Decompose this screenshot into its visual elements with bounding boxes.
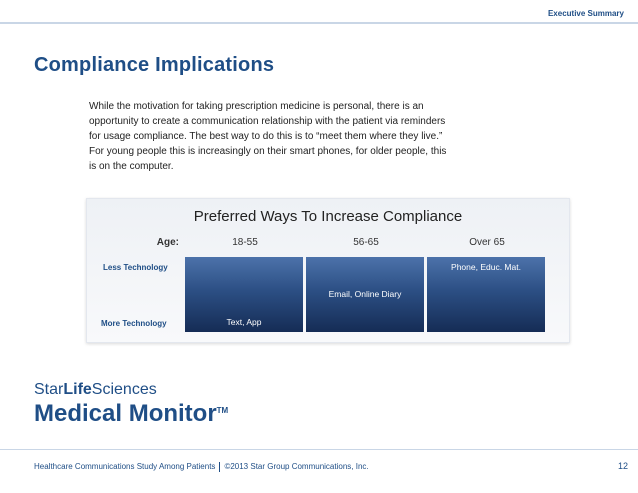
body-line: While the motivation for taking prescription medicine is personal, there is an (89, 101, 424, 112)
bar-over-65 (427, 257, 545, 332)
footer-separator (219, 462, 220, 472)
trademark-mark: TM (216, 406, 229, 415)
body-line: opportunity to create a communication relationship with the patient via reminders (89, 116, 446, 127)
brand-logo-medical-monitor (34, 400, 228, 428)
body-line: For young people this is increasingly on their smart phones, for older people, this (89, 146, 447, 157)
age-label: Age: (156, 237, 179, 248)
bar-label: Email, Online Diary (328, 289, 402, 299)
top-divider (0, 22, 638, 24)
bar-56-65 (306, 257, 424, 332)
compliance-graphic (86, 198, 570, 343)
column-header-over-65: Over 65 (469, 237, 505, 248)
brand-word-star: Star (34, 381, 64, 398)
section-label: Executive Summary (547, 9, 624, 18)
bottom-divider (0, 449, 638, 450)
body-line: for usage compliance. The best way to do this is to “meet them where they live.” (89, 131, 443, 142)
brand-word-sciences: Sciences (91, 381, 157, 398)
bar-label: Phone, Educ. Mat. (451, 262, 521, 272)
brand-name: Medical Monitor (34, 400, 217, 427)
row-label-less-technology: Less Technology (103, 263, 168, 272)
bar-label: Text, App (226, 317, 262, 327)
body-line: is on the computer. (89, 161, 174, 172)
page-title: Compliance Implications (34, 54, 275, 76)
brand-logo-starlifesciences (34, 381, 157, 399)
brand-word-life: Life (63, 381, 92, 398)
column-header-56-65: 56-65 (353, 237, 379, 248)
graphic-title: Preferred Ways To Increase Compliance (193, 208, 463, 225)
page-number: 12 (617, 461, 628, 471)
footer-copyright: ©2013 Star Group Communications, Inc. (224, 462, 369, 472)
column-header-18-55: 18-55 (232, 237, 258, 248)
footer-study-name: Healthcare Communications Study Among Patients (34, 462, 216, 472)
footer (34, 462, 369, 472)
body-paragraph (89, 99, 529, 174)
row-label-more-technology: More Technology (101, 319, 167, 328)
bar-18-55 (185, 257, 303, 332)
